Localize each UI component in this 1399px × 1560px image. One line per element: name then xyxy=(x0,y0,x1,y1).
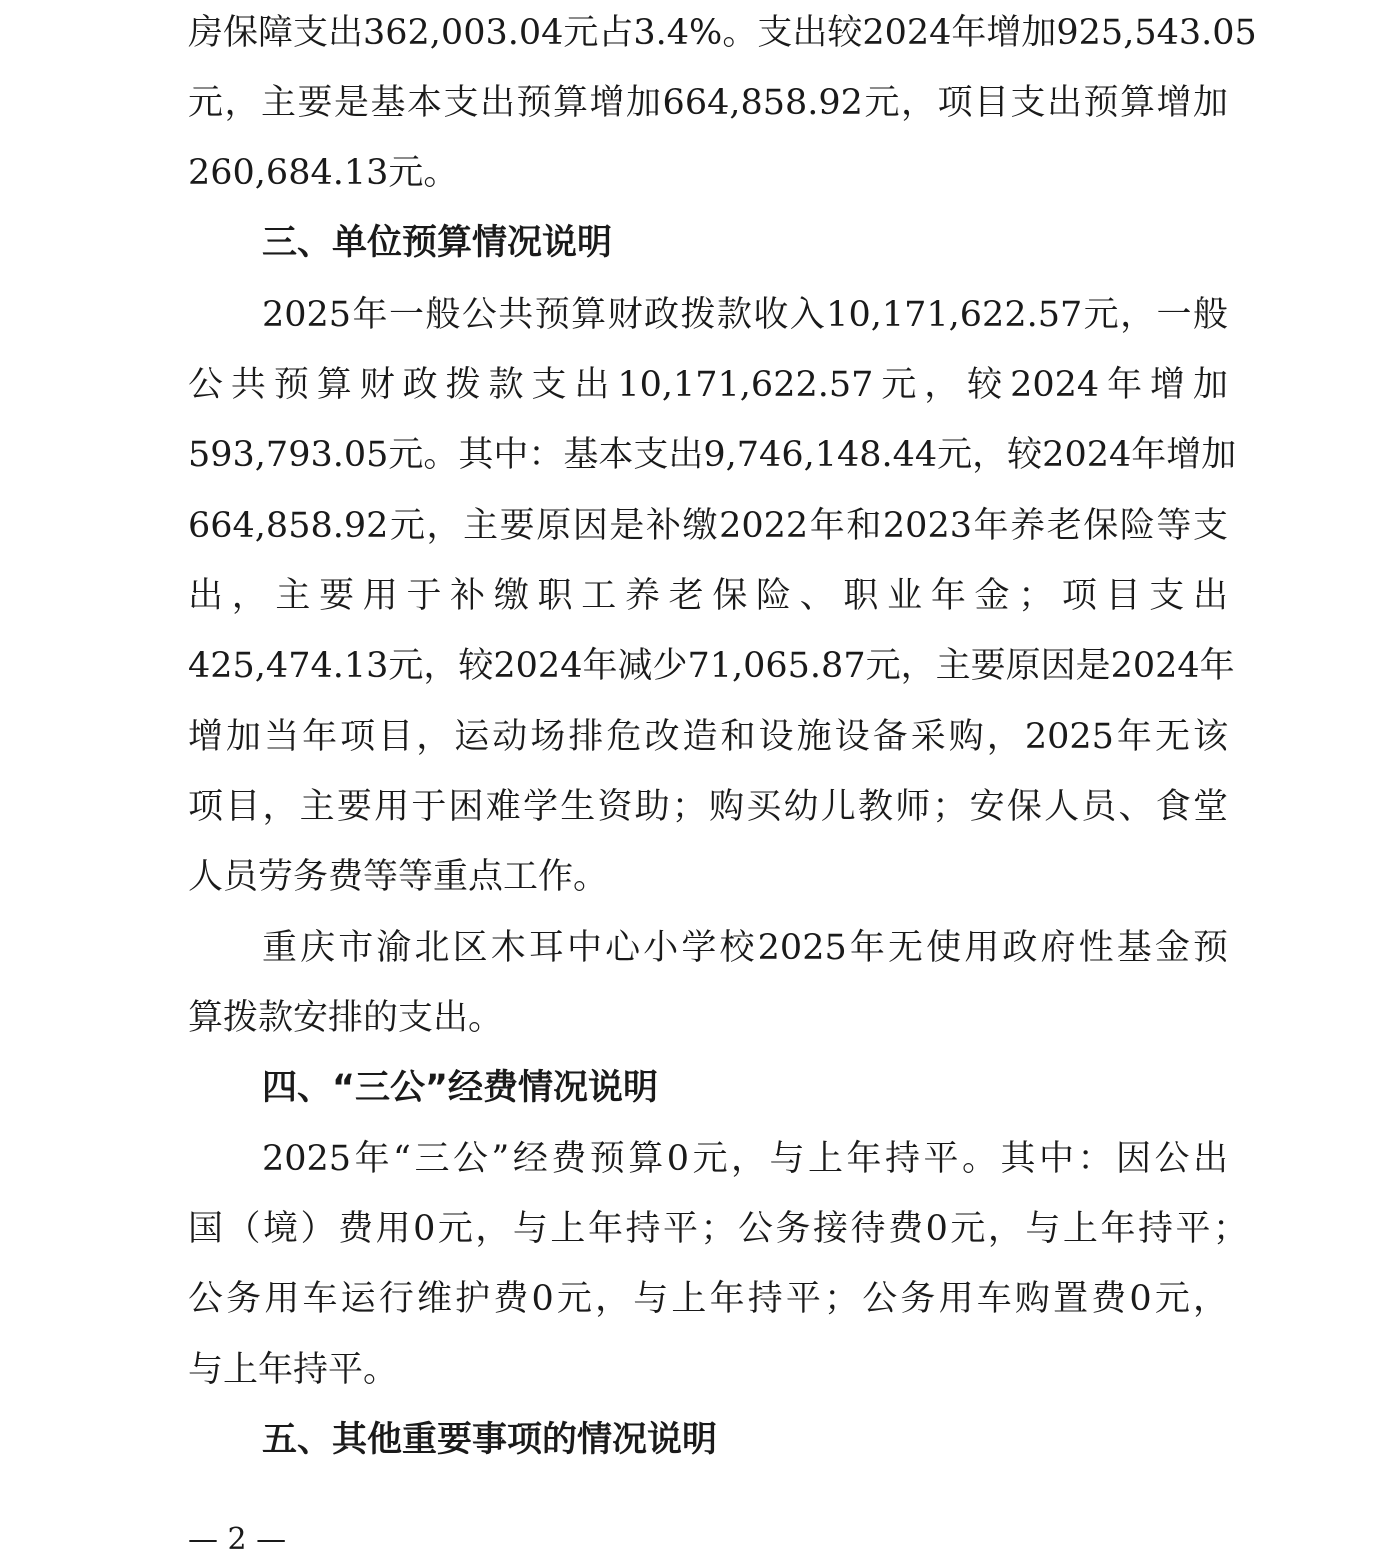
body-text-line: 593,793.05元。其中：基本支出9,746,148.44元，较2024年增加 xyxy=(188,435,1237,475)
body-text-line: 算拨款安排的支出。 xyxy=(188,998,504,1038)
body-text-line: 2025年“三公”经费预算0元，与上年持平。其中：因公出 xyxy=(262,1139,1228,1179)
body-text-line: 公共预算财政拨款支出10,171,622.57元，较2024年增加 xyxy=(188,365,1228,405)
body-text-line: 425,474.13元，较2024年减少71,065.87元，主要原因是2024年 xyxy=(188,646,1235,686)
body-text-line: 元，主要是基本支出预算增加664,858.92元，项目支出预算增加 xyxy=(188,83,1228,123)
body-text-line: 房保障支出362,003.04元占3.4%。支出较2024年增加925,543.05 xyxy=(188,13,1257,53)
section-heading: 三、单位预算情况说明 xyxy=(262,223,613,263)
body-text-line: 260,684.13元。 xyxy=(188,153,459,193)
body-text-line: 国（境）费用0元，与上年持平；公务接待费0元，与上年持平； xyxy=(188,1209,1248,1249)
body-text-line: 人员劳务费等等重点工作。 xyxy=(188,857,609,897)
body-text-line: 2025年一般公共预算财政拨款收入10,171,622.57元，一般 xyxy=(262,295,1228,335)
body-text-line: 与上年持平。 xyxy=(188,1350,399,1390)
body-text-line: 公务用车运行维护费0元，与上年持平；公务用车购置费0元， xyxy=(188,1279,1228,1319)
body-text-line: 增加当年项目，运动场排危改造和设施设备采购，2025年无该 xyxy=(188,717,1228,757)
section-heading: 四、“三公”经费情况说明 xyxy=(262,1068,659,1108)
body-text-line: 出，主要用于补缴职工养老保险、职业年金；项目支出 xyxy=(188,576,1228,616)
page-number: — 2 — xyxy=(188,1522,287,1557)
body-text-line: 项目，主要用于困难学生资助；购买幼儿教师；安保人员、食堂 xyxy=(188,787,1228,827)
body-text-line: 664,858.92元，主要原因是补缴2022年和2023年养老保险等支 xyxy=(188,506,1228,546)
section-heading: 五、其他重要事项的情况说明 xyxy=(262,1420,718,1460)
body-text-line: 重庆市渝北区木耳中心小学校2025年无使用政府性基金预 xyxy=(262,928,1228,968)
